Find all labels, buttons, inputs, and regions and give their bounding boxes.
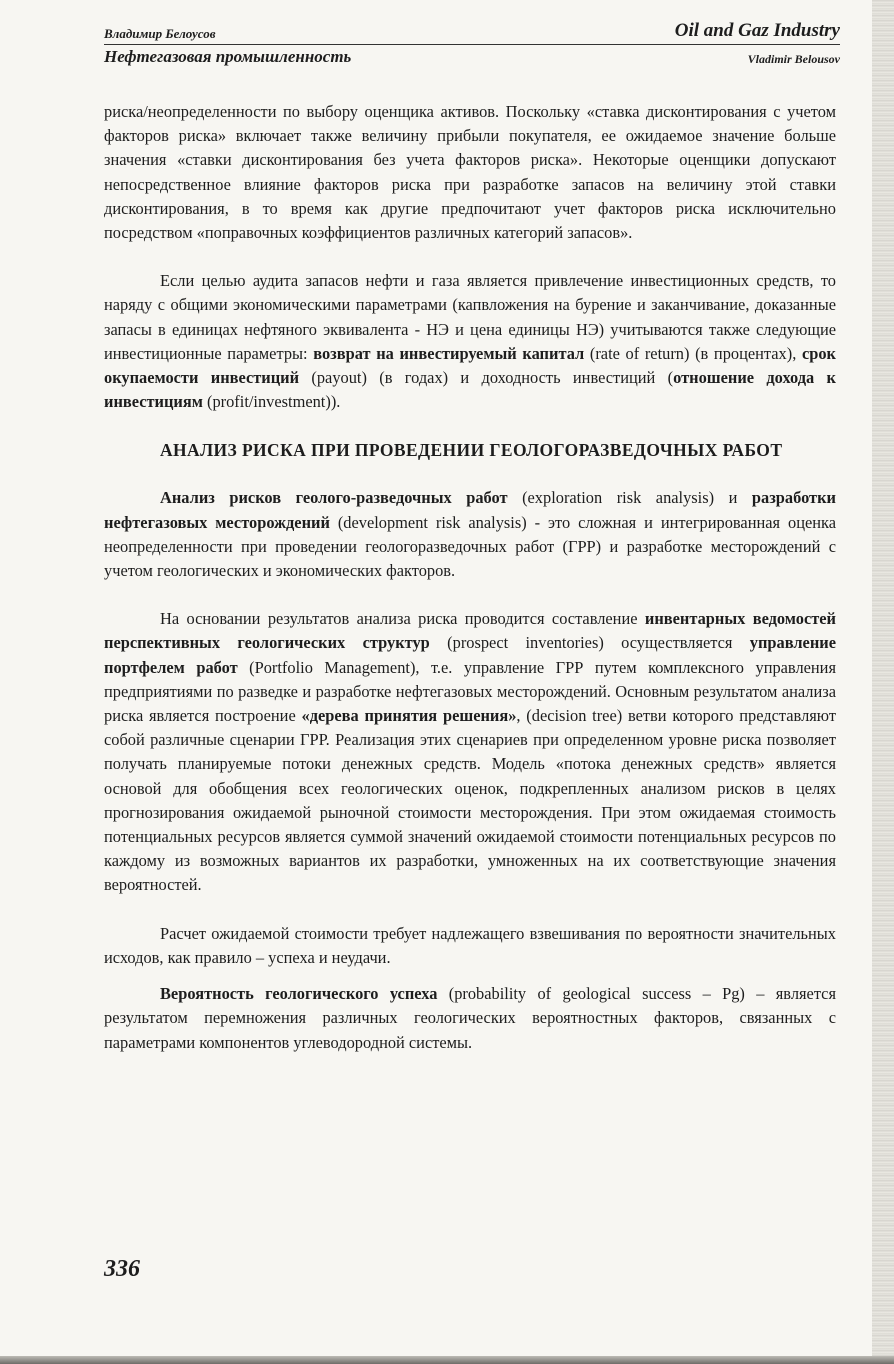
paragraph-continued: риска/неопределенности по выбору оценщика активов. Поскольку «ставка дисконтирования с учетом факторов риска» включает также величину прибыли покупателя, ее ожидаемое значение больше значения «ставки дисконтирования без учета факторов риска». Некоторые оценщики допускают непосредственное влияние факторов риска при разработке запасов на величину этой ставки дисконтирования, в то время как другие предпочитают учет факторов риска исключительно посредством «поправочных коэффициентов различных категорий запасов». xyxy=(104,102,836,243)
scan-edge xyxy=(872,0,894,1364)
paragraph-investment-params: Если целью аудита запасов нефти и газа является привлечение инвестиционных средств, то наряду с общими экономическими параметрами (капвложения на бурение и заканчивание, доказанные запасы в единицах нефтяного эквивалента - НЭ и цена единицы НЭ) учитываются также следующие инвестиционные параметры: возврат на инвестируемый капитал (rate of return) (в процентах), срок окупаемости инвестиций (payout) (в годах) и доходность инвестиций (отношение дохода к инвестициям (profit/investment)). xyxy=(104,271,836,412)
paragraph-risk-analysis: Анализ рисков геолого-разведочных работ (exploration risk analysis) и разработки нефтегазовых месторождений (development risk analysis) - это сложная и интегрированная оценка неопределенности при проведении геологоразведочных работ (ГРР) и разработке месторождений с учетом геологических и экономических факторов. xyxy=(104,488,836,581)
article-body xyxy=(104,100,836,1055)
running-header xyxy=(104,20,840,69)
header-author-en: Vladimir Belousov xyxy=(747,52,840,66)
scan-bottom-edge xyxy=(0,1356,894,1364)
header-journal-en: Oil and Gaz Industry xyxy=(674,20,840,41)
paragraph-expected-value: Расчет ожидаемой стоимости требует надлежащего взвешивания по вероятности значительных исходов, как правило – успеха и неудачи. xyxy=(104,923,836,967)
header-journal-ru: Нефтегазовая промышленность xyxy=(104,47,352,66)
section-heading: АНАЛИЗ РИСКА ПРИ ПРОВЕДЕНИИ ГЕОЛОГОРАЗВЕДОЧНЫХ РАБОТ xyxy=(160,440,783,461)
page-number: 336 xyxy=(104,1256,140,1282)
paragraph-geological-success: Вероятность геологического успеха (probability of geological success – Pg) – является результатом перемножения различных геологических вероятностных факторов, связанных с параметрами компонентов углеводородной системы. xyxy=(104,984,836,1052)
header-author: Владимир Белоусов xyxy=(104,26,216,41)
paragraph-portfolio: На основании результатов анализа риска проводится составление инвентарных ведомостей перспективных геологических структур (prospect inventories) осуществляется управление портфелем работ (Portfolio Management), т.е. управление ГРР путем комплексного управления предприятиями по разведке и разработке нефтегазовых месторождений. Основным результатом анализа риска является построение «дерева принятия решения», (decision tree) ветви которого представляют собой различные сценарии ГРР. Реализация этих сценариев при определенном уровне риска позволяет получать планируемые потоки денежных средств. Модель «потока денежных средств» является основой для обобщения всех геологических оценок, подкрепленных анализом рисков в целях прогнозирования ожидаемой рыночной стоимости месторождения. При этом ожидаемая стоимость потенциальных ресурсов является суммой значений ожидаемой стоимости потенциальных ресурсов по каждому из возможных вариантов их разработки, умноженных на их соответствующие значения вероятностей. xyxy=(104,609,836,895)
